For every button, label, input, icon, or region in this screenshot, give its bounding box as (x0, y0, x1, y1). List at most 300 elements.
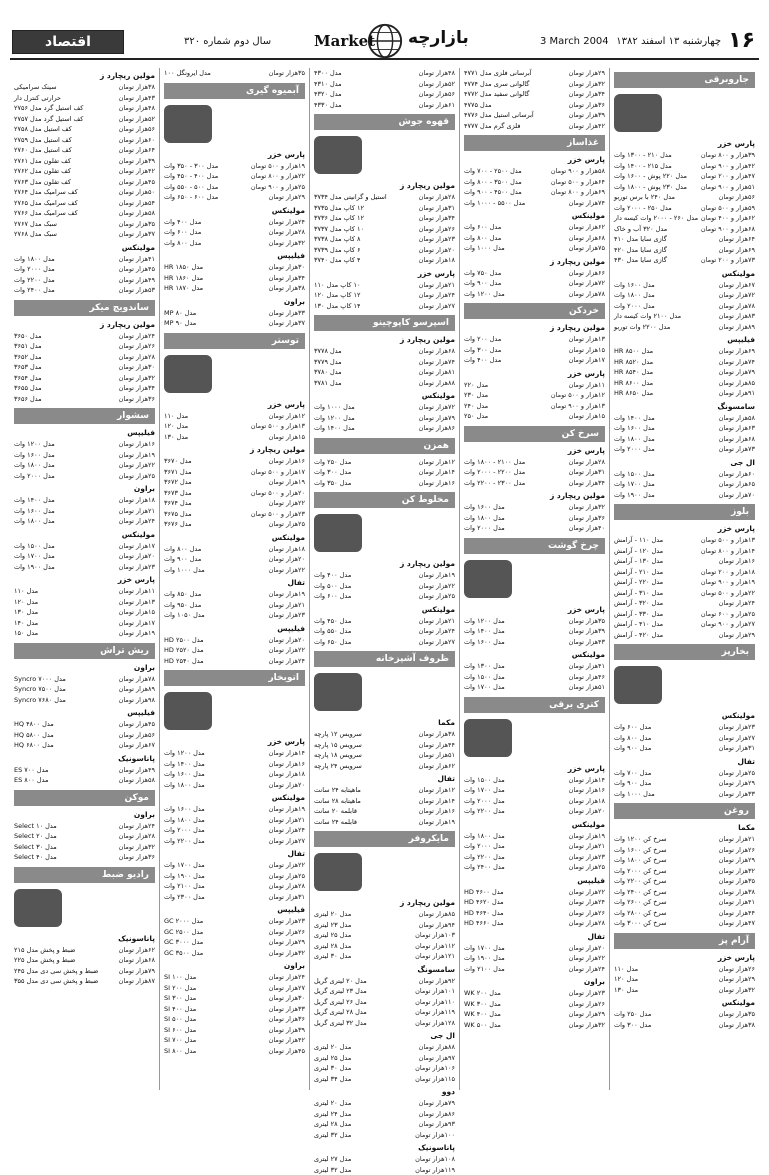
price-row (614, 974, 755, 985)
product-price: ۲۶هزار تومان (419, 224, 455, 235)
product-name: مدل ۲۵ لیتری (314, 930, 351, 941)
price-row (314, 280, 455, 291)
product-name: مدل ۴۳۳۰ (314, 100, 342, 111)
product-price: ۲۴هزار تومان (419, 290, 455, 301)
meat-grinder-image (464, 557, 605, 601)
brand-name: مولینکس (164, 532, 305, 544)
product-name: قابلمه ۲۰ سانت (314, 806, 357, 817)
product-name: مدل ۱۳۰۰ وات (464, 661, 505, 672)
product-price: ۲۲هزار تومان (569, 887, 605, 898)
product-price: ۴۳هزار تومان (119, 93, 155, 104)
product-name: کف سرامیک مدل ۲۷۶۶ (14, 208, 78, 219)
product-name: مدل ۳۶۵۱ (14, 341, 42, 352)
product-name: مدل ۳۳۰ - آرامش (614, 609, 663, 620)
price-row (464, 355, 605, 366)
product-name: مدل ۱۸۰۰ وات (614, 290, 655, 301)
brand-name: تفال (164, 577, 305, 589)
price-column (459, 68, 609, 1090)
price-row (14, 551, 155, 562)
price-row (464, 897, 605, 908)
product-price: ۳۵هزار تومان (719, 876, 755, 887)
product-name: مدل ۳۶۷۱ (164, 467, 192, 478)
price-row (314, 750, 455, 761)
product-name: مدل ۲۱۰۰ وات (164, 881, 205, 892)
brand-name: مولینکس (164, 792, 305, 804)
product-price: ۱۷هزار تومان (119, 541, 155, 552)
price-row (14, 254, 155, 265)
product-price: ۳۲هزار تومان (119, 373, 155, 384)
price-row (14, 976, 155, 987)
price-row (164, 488, 305, 499)
price-row (464, 198, 605, 209)
product-name: مدل ۲۵ لیتری (314, 1053, 351, 1064)
price-row (314, 581, 455, 592)
product-price: ۲۳هزار تومان (419, 234, 455, 245)
product-name: مدل HR ۸۶۵۰ (614, 388, 653, 399)
product-name: مدل ۱۹۰۰ وات (164, 871, 205, 882)
product-price: ۶۹هزار تومان (719, 346, 755, 357)
product-price: ۲۱هزار تومان (569, 841, 605, 852)
issue-number: سال دوم شماره ۳۲۰ (184, 36, 271, 47)
product-name: مدل ۱۷۰۰ وات (164, 860, 205, 871)
brand-name: براون (164, 960, 305, 972)
issue-date-fa: چهارشنبه ۱۳ اسفند ۱۳۸۲ (616, 36, 721, 47)
price-row (314, 301, 455, 312)
product-name: مدل ۷۰۰ وات (614, 768, 651, 779)
product-price: ۲۵هزار تومان (419, 591, 455, 602)
product-name: مدل ۳۷۸۱ (314, 378, 342, 389)
category-heading: بلوز (614, 504, 755, 520)
product-price: ۲۶هزار تومان (719, 964, 755, 975)
product-price: ۹۸هزار تومان (119, 695, 155, 706)
product-name: مدل ۸۰۰ وات (164, 544, 201, 555)
price-row (464, 233, 605, 244)
product-price: ۲۵هزار تومان (569, 862, 605, 873)
product-price: ۲۴هزار تومان (269, 656, 305, 667)
product-price: ۴۰هزار تومان (569, 523, 605, 534)
product-price: ۴۲هزار تومان (569, 121, 605, 132)
brand-name: پارس خزر (614, 138, 755, 150)
price-row (614, 322, 755, 333)
product-name: سرخ کن ۲۲۰۰ وات (614, 876, 667, 887)
product-name: سرخ کن ۲۴۰۰ وات (614, 887, 667, 898)
price-row (14, 439, 155, 450)
toaster-image (164, 352, 305, 396)
product-price: ۵۸هزار و ۹۰۰ تومان (551, 166, 605, 177)
steam-iron-image (164, 689, 305, 733)
product-price: ۷۴هزار تومان (419, 357, 455, 368)
product-price: ۱۶هزار تومان (419, 478, 455, 489)
price-row (164, 769, 305, 780)
product-name: مدل ۲۱۰۰ وات (464, 964, 505, 975)
product-name: مدل ۳۶۷۲ (164, 477, 192, 488)
product-price: ۱۵هزار تومان (269, 432, 305, 443)
price-row (314, 951, 455, 962)
product-name: مدل ۱۷۰۰ وات (464, 785, 505, 796)
product-price: ۶۸هزار و ۹۰۰ تومان (701, 224, 755, 235)
product-name: مدل ES ۸۰۰ (14, 775, 48, 786)
product-price: ۳۱هزار تومان (269, 892, 305, 903)
product-price: ۸۹هزار تومان (719, 322, 755, 333)
product-name: مدل MP ۹۰ (164, 318, 196, 329)
brand-name: پارس خزر (464, 445, 605, 457)
product-name: مدل ۲۶ لیتری گریل (314, 997, 367, 1008)
price-row (164, 217, 305, 228)
product-name: مدل ۱۴۰۰ وات (464, 626, 505, 637)
product-price: ۳۰هزار تومان (269, 262, 305, 273)
product-name: گازی سایا مدل ۴۱۰ (614, 234, 667, 245)
product-name: مدل SI ۸۰۰ (164, 1046, 196, 1057)
product-price: ۷۴هزار تومان (719, 357, 755, 368)
brand-name: ال جی (614, 457, 755, 469)
product-price: ۲۶هزار تومان (719, 845, 755, 856)
product-price: ۶۸هزار تومان (419, 346, 455, 357)
product-name: گالوانی سری مدل ۴۷۷۴ (464, 79, 529, 90)
product-price: ۲۴هزار تومان (119, 331, 155, 342)
price-row (164, 554, 305, 565)
kettle-image (464, 716, 605, 760)
product-name: گازی سایا مدل ۴۳۰ (614, 255, 667, 266)
product-name: ماهیتابه ۲۸ سانت (314, 796, 361, 807)
price-row (614, 280, 755, 291)
product-price: ۳۶هزار تومان (119, 852, 155, 863)
product-price: ۴۱هزار تومان (569, 661, 605, 672)
price-row (314, 637, 455, 648)
price-row (314, 1018, 455, 1029)
price-row (464, 887, 605, 898)
category-heading: روغن (614, 803, 755, 819)
radio-image (14, 886, 155, 930)
product-photo (614, 94, 662, 132)
price-row (614, 203, 755, 214)
price-row (164, 1014, 305, 1025)
product-name: مدل Select ۴۰ (14, 852, 57, 863)
product-name: کف سرامیک مدل ۲۷۶۴ (14, 187, 78, 198)
category-heading: غذاساز (464, 135, 605, 151)
product-price: ۵۶هزار تومان (719, 192, 755, 203)
price-row (614, 469, 755, 480)
product-price: ۶۷هزار تومان (719, 280, 755, 291)
product-name: مدل ۴۷۷۵ (464, 100, 492, 111)
price-row (614, 619, 755, 630)
product-price: ۳۵هزار تومان (269, 68, 305, 79)
price-row (614, 743, 755, 754)
product-name: مدل ۱۵۰۰ وات (614, 469, 655, 480)
product-price: ۷۹هزار تومان (119, 966, 155, 977)
price-row (614, 876, 755, 887)
product-name: مدل ۱۴۰۰ وات (614, 413, 655, 424)
product-price: ۲۴هزار تومان (569, 897, 605, 908)
price-row (164, 283, 305, 294)
price-row (14, 135, 155, 146)
price-row (164, 411, 305, 422)
product-name: مدل ۶۰۰ وات (614, 722, 651, 733)
product-name: ۱۲ کاپ مدل ۳۷۳۵ (314, 203, 364, 214)
price-row (14, 145, 155, 156)
price-row (14, 506, 155, 517)
price-row (314, 192, 455, 203)
product-name: مدل HQ ۶۸۰۰ (14, 740, 54, 751)
product-name: مدل ۲۶۰ - ۲۰۰۰ وات کیسه دار (614, 213, 698, 224)
brand-name: مولین ریچارد ز (464, 256, 605, 268)
price-row (314, 467, 455, 478)
price-row (14, 618, 155, 629)
product-price: ۱۶هزار تومان (719, 556, 755, 567)
product-price: ۴۵هزار تومان (119, 264, 155, 275)
price-row (464, 841, 605, 852)
product-price: ۲۴هزار تومان (719, 598, 755, 609)
brand-name: پارس خزر (464, 763, 605, 775)
price-row (314, 1007, 455, 1018)
product-price: ۱۸هزار و ۲۰۰ تومان (701, 567, 755, 578)
product-name: مدل ۲۰۰۰ وات (14, 471, 55, 482)
price-row (614, 964, 755, 975)
price-row (614, 567, 755, 578)
price-row (464, 616, 605, 627)
price-row (14, 450, 155, 461)
product-name: مدل HD ۲۵۲۰ (164, 645, 204, 656)
product-price: ۶۲هزار تومان (119, 945, 155, 956)
product-name: مدل ۱۴۰۰ وات (164, 759, 205, 770)
product-price: ۵۶هزار تومان (119, 730, 155, 741)
product-name: مدل GC ۲۵۰۰ (164, 927, 203, 938)
product-price: ۳۴هزار تومان (269, 273, 305, 284)
steamer-image (614, 663, 755, 707)
product-price: ۵۸هزار تومان (119, 775, 155, 786)
product-name: مدل ۳۲ لیتری (314, 1130, 351, 1141)
price-row (464, 908, 605, 919)
product-price: ۲۹هزار تومان (719, 855, 755, 866)
price-row (14, 460, 155, 471)
product-name: مدل ۱۰۰۰ وات (164, 565, 205, 576)
category-heading: همزن (314, 438, 455, 454)
product-price: ۲۰هزار تومان (119, 551, 155, 562)
product-price: ۳۱هزار تومان (569, 467, 605, 478)
product-name: مدل ۲۸ لیتری (314, 1119, 351, 1130)
product-name: مدل ۲۰۰۰ وات (14, 264, 55, 275)
product-name: مدل ۳۷۷۹ (314, 357, 342, 368)
product-name: مدل ۴۱۰ - آرامش (614, 619, 663, 630)
product-price: ۳۲هزار تومان (269, 238, 305, 249)
product-price: ۶۱هزار تومان (419, 100, 455, 111)
product-name: مدل Syncro ۷۵۰۰ (14, 684, 66, 695)
product-price: ۱۹هزار تومان (269, 589, 305, 600)
product-name: مدل ۳۴ لیتری (314, 1074, 351, 1085)
product-name: مدل ۱۵۰۰ وات (14, 541, 55, 552)
price-row (164, 498, 305, 509)
product-price: ۶۲هزار تومان (419, 761, 455, 772)
product-name: مدل HR ۸۵۲۰ (614, 357, 653, 368)
product-name: مدل ۳۶۵۶ (14, 394, 42, 405)
product-name: مدل SI ۳۰۰ (164, 993, 196, 1004)
product-photo (314, 136, 362, 174)
product-name: سرویس ۲۴ پارچه (314, 761, 362, 772)
price-row (164, 610, 305, 621)
price-row (464, 222, 605, 233)
price-row (464, 831, 605, 842)
price-row (314, 920, 455, 931)
price-row (464, 1009, 605, 1020)
price-row (14, 775, 155, 786)
product-name: مدل ۲۲۰ (464, 380, 488, 391)
price-row (314, 796, 455, 807)
product-name: مدل ۱۰۰۰ وات (614, 789, 655, 800)
price-row (14, 695, 155, 706)
price-row (464, 467, 605, 478)
product-name: مدل ۶۰۰ وات (314, 591, 351, 602)
product-price: ۲۹هزار تومان (269, 192, 305, 203)
product-price: ۹۳هزار تومان (419, 1119, 455, 1130)
brand-name: مولین ریچارد ز (314, 558, 455, 570)
price-row (614, 367, 755, 378)
price-row (464, 852, 605, 863)
product-name: مدل ۲۲۰۰ وات (464, 806, 505, 817)
product-name: مدل ۲۵۰۰ - ۷۰۰ وات (464, 166, 522, 177)
price-row (614, 546, 755, 557)
product-name: مدل ۱۲۰۰ وات (314, 413, 355, 424)
juicer-image (164, 102, 305, 146)
product-price: ۳۴هزار تومان (569, 478, 605, 489)
product-name: مدل ۲۰ لیتری (314, 1042, 351, 1053)
brand-name: براون (464, 976, 605, 988)
product-price: ۸۵هزار تومان (719, 378, 755, 389)
price-row (314, 100, 455, 111)
product-name: مدل ۲۸ لیتری گریل (314, 1007, 367, 1018)
product-name: کف استیل مدل ۲۷۵۹ (14, 135, 72, 146)
product-price: ۱۱۹هزار تومان (415, 1165, 455, 1175)
price-row (164, 318, 305, 329)
newspaper-logo: اقتصاد (12, 30, 124, 54)
brand-name: مولینکس (464, 819, 605, 831)
product-price: ۱۹هزار و ۵۰۰ تومان (251, 161, 305, 172)
product-name: مدل ۴۵۰ وات (314, 616, 351, 627)
product-price: ۸۹هزار تومان (119, 684, 155, 695)
product-price: ۶۷هزار تومان (119, 740, 155, 751)
price-row (164, 1004, 305, 1015)
product-name: مدل SI ۲۰۰ (164, 983, 196, 994)
product-price: ۳۳هزار تومان (269, 308, 305, 319)
product-name: مدل ۱۸۰۰ وات (464, 513, 505, 524)
product-price: ۷۸هزار تومان (569, 289, 605, 300)
product-name: مدل ۱۶۰۰ وات (614, 423, 655, 434)
product-price: ۱۹هزار تومان (119, 628, 155, 639)
product-price: ۳۰هزار تومان (119, 362, 155, 373)
price-row (614, 577, 755, 588)
product-name: مدل ۲۱۰۰ وات کیسه دار (614, 311, 681, 322)
price-row (14, 607, 155, 618)
product-price: ۲۲هزار تومان (119, 460, 155, 471)
product-price: ۳۹هزار تومان (569, 626, 605, 637)
price-row (14, 362, 155, 373)
brand-name: پارس خزر (614, 523, 755, 535)
product-name: مدل ۱۷۰۰ وات (464, 682, 505, 693)
product-price: ۳۴هزار تومان (569, 89, 605, 100)
price-row (464, 390, 605, 401)
product-name: سرخ کن ۲۶۰۰ وات (614, 897, 667, 908)
product-price: ۷۲هزار تومان (719, 290, 755, 301)
product-price: ۱۶هزار تومان (269, 759, 305, 770)
brand-name: پارس خزر (464, 368, 605, 380)
product-price: ۳۲هزار تومان (569, 502, 605, 513)
price-row (164, 432, 305, 443)
product-price: ۶۵هزار تومان (719, 479, 755, 490)
product-name: مدل ۱۹۰۰ وات (14, 562, 55, 573)
product-name: مدل ۲۴ لیتری (314, 1109, 351, 1120)
product-price: ۲۹هزار تومان (569, 1009, 605, 1020)
product-name: مدل WK ۵۰۰ (464, 1020, 501, 1031)
product-name: مدل HD ۴۶۶۰ (464, 918, 504, 929)
product-price: ۴۹هزار تومان (119, 765, 155, 776)
price-row (464, 943, 605, 954)
product-price: ۲۱هزار تومان (419, 616, 455, 627)
price-row (164, 860, 305, 871)
category-heading: رادیو ضبط (14, 867, 155, 883)
price-row (314, 378, 455, 389)
price-row (164, 836, 305, 847)
price-row (314, 213, 455, 224)
product-name: مدل ۵۰۰ - ۵۵۰ وات (164, 182, 218, 193)
price-row (164, 467, 305, 478)
product-photo (164, 692, 212, 730)
product-name: مدل ۱۹۰۰ وات (614, 490, 655, 501)
product-name: سرویس ۱۵ پارچه (314, 740, 362, 751)
price-row (314, 255, 455, 266)
product-price: ۵۸هزار تومان (119, 208, 155, 219)
product-name: مدل ۱۸۰۰ وات (14, 254, 55, 265)
product-price: ۲۴هزار تومان (269, 972, 305, 983)
product-name: مدل HD ۴۶۰۰ (464, 887, 504, 898)
price-column (609, 68, 759, 1090)
price-row (614, 535, 755, 546)
price-row (614, 192, 755, 203)
product-name: مدل ۳۰ لیتری (314, 951, 351, 962)
brand-name: براون (14, 662, 155, 674)
category-heading: آرام پز (614, 933, 755, 949)
product-name: مدل ۱۳۰ - آرامش (614, 556, 663, 567)
product-name: گالوانی سفید مدل ۴۷۷۲ (464, 89, 529, 100)
product-name: سرخ کن ۱۲۰۰ وات (614, 834, 667, 845)
price-row (614, 985, 755, 996)
blender-image (314, 511, 455, 555)
price-row (14, 495, 155, 506)
product-name: مدل HR ۱۸۶۰ (164, 273, 203, 284)
product-price: ۳۶هزار تومان (569, 513, 605, 524)
vacuum-image (614, 91, 755, 135)
category-heading: قهوه جوش (314, 114, 455, 130)
product-price: ۱۱۰هزار تومان (415, 997, 455, 1008)
product-name: مدل ۲۴۰۰ وات (464, 862, 505, 873)
price-row (614, 357, 755, 368)
product-price: ۱۷هزار تومان (569, 355, 605, 366)
product-price: ۱۶هزار تومان (269, 456, 305, 467)
product-name: مدل ۱۳۰ (614, 985, 638, 996)
product-price: ۶۴هزار تومان (719, 234, 755, 245)
brand-name: تفال (464, 931, 605, 943)
product-name: مدل ۲۰ لیتری (314, 1098, 351, 1109)
price-row (14, 586, 155, 597)
product-price: ۵۱هزار تومان (419, 750, 455, 761)
section-title-fa: بازارچه (408, 28, 469, 48)
brand-name: پاناسونیک (314, 1142, 455, 1154)
price-row (164, 519, 305, 530)
product-name: مدل ۳۰۰ وات (314, 467, 351, 478)
product-name: مدل ۴۰۰ وات (314, 570, 351, 581)
category-heading: ریش تراش (14, 643, 155, 659)
price-row (14, 331, 155, 342)
price-row (164, 544, 305, 555)
price-row (464, 1020, 605, 1031)
price-row (314, 413, 455, 424)
